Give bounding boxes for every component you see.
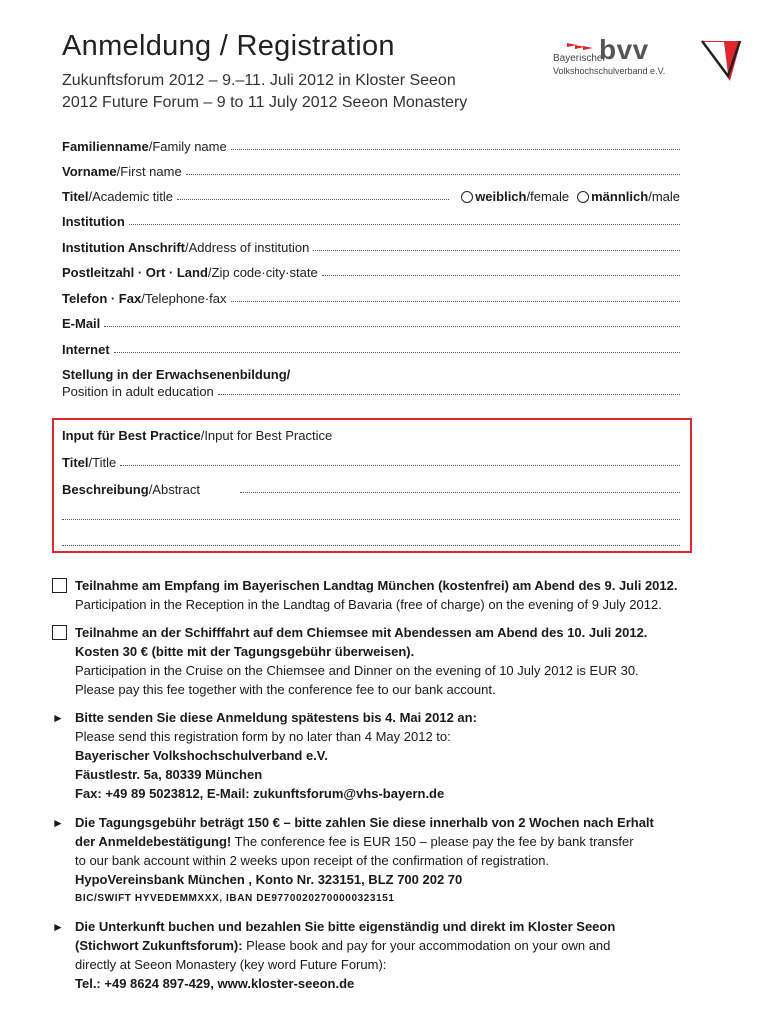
bullet-arrow-icon: ► bbox=[52, 816, 64, 830]
subtitle-german: Zukunftsforum 2012 – 9.–11. Juli 2012 in Kloster Seeon bbox=[62, 72, 456, 89]
accommodation-contact: Tel.: +49 8624 897-429, www.kloster-seeon.de bbox=[75, 976, 355, 991]
family-name-field[interactable] bbox=[62, 136, 680, 154]
abstract-sublabel: /Abstract bbox=[148, 482, 200, 497]
cruise-text bbox=[75, 623, 725, 699]
practice-title-label: Titel bbox=[62, 455, 89, 470]
input-line[interactable] bbox=[129, 223, 680, 225]
input-line[interactable] bbox=[114, 351, 680, 353]
accommodation-keyword: (Stichwort Zukunftsforum): bbox=[75, 938, 243, 953]
cruise-payment-en: Please pay this fee together with the conference fee to our bank account. bbox=[75, 682, 496, 697]
academic-title-field[interactable] bbox=[62, 186, 680, 204]
page-title: Anmeldung / Registration bbox=[62, 30, 395, 62]
send-deadline-de: Bitte senden Sie diese Anmeldung spätestens bis 4. Mai 2012 an: bbox=[75, 710, 477, 725]
zip-city-sublabel: /Zip code·city·state bbox=[207, 265, 318, 280]
position-sublabel: Position in adult education bbox=[62, 384, 214, 399]
logo-text-association: Volkshochschulverband e.V. bbox=[553, 66, 666, 76]
abstract-line-2[interactable] bbox=[62, 506, 680, 524]
first-name-field[interactable] bbox=[62, 161, 680, 179]
reception-text-de: Teilnahme am Empfang im Bayerischen Landtag München (kostenfrei) am Abend des 9. Juli 2012. bbox=[75, 578, 678, 593]
cruise-checkbox[interactable] bbox=[52, 625, 67, 640]
position-label-row bbox=[62, 364, 680, 382]
bvv-logo bbox=[553, 34, 668, 80]
internet-label: Internet bbox=[62, 342, 110, 357]
female-sublabel: /female bbox=[526, 189, 570, 204]
input-line[interactable] bbox=[218, 393, 680, 395]
zip-city-label: Postleitzahl · Ort · Land bbox=[62, 265, 208, 280]
accommodation-text-de: Die Unterkunft buchen und bezahlen Sie bitte eigenständig und direkt im Kloster Seeon bbox=[75, 919, 616, 934]
input-line[interactable] bbox=[62, 544, 680, 546]
academic-title-sublabel: /Academic title bbox=[88, 189, 174, 204]
position-field[interactable] bbox=[62, 381, 680, 399]
fee-note bbox=[75, 813, 725, 908]
first-name-sublabel: /First name bbox=[116, 164, 182, 179]
institution-field[interactable] bbox=[62, 211, 680, 229]
best-practice-heading bbox=[62, 425, 680, 443]
institution-address-label: Institution Anschrift bbox=[62, 240, 186, 255]
subtitle-english: 2012 Future Forum – 9 to 11 July 2012 Seeon Monastery bbox=[62, 94, 468, 111]
red-v-logo-icon bbox=[700, 38, 742, 82]
institution-label: Institution bbox=[62, 214, 125, 229]
input-line[interactable] bbox=[120, 464, 680, 466]
send-deadline-en: Please send this registration form by no later than 4 May 2012 to: bbox=[75, 729, 451, 744]
institution-address-field[interactable] bbox=[62, 237, 680, 255]
male-radio[interactable] bbox=[577, 191, 589, 203]
female-label: weiblich bbox=[475, 189, 527, 204]
email-label: E-Mail bbox=[62, 316, 101, 331]
cruise-cost-de: Kosten 30 € (bitte mit der Tagungsgebühr überweisen). bbox=[75, 644, 415, 659]
bank-iban: BIC/SWIFT HYVEDEMMXXX, IBAN DE97700202700000323151 bbox=[75, 893, 395, 904]
abstract-line-3[interactable] bbox=[62, 532, 680, 550]
input-line[interactable] bbox=[186, 173, 680, 175]
abstract-field[interactable] bbox=[62, 479, 680, 497]
female-radio[interactable] bbox=[461, 191, 473, 203]
input-line[interactable] bbox=[231, 148, 680, 150]
fee-text-en-2: to our bank account within 2 weeks upon receipt of the confirmation of registration. bbox=[75, 853, 550, 868]
bank-account: HypoVereinsbank München , Konto Nr. 323151, BLZ 700 202 70 bbox=[75, 872, 463, 887]
first-name-label: Vorname bbox=[62, 164, 117, 179]
phone-fax-field[interactable] bbox=[62, 288, 680, 306]
internet-field[interactable] bbox=[62, 339, 680, 357]
fee-text-de: Die Tagungsgebühr beträgt 150 € – bitte zahlen Sie diese innerhalb von 2 Wochen nach Erhalt bbox=[75, 815, 654, 830]
cruise-text-de: Teilnahme an der Schifffahrt auf dem Chiemsee mit Abendessen am Abend des 10. Juli 2012. bbox=[75, 625, 648, 640]
reception-text bbox=[75, 576, 725, 614]
send-note bbox=[75, 708, 725, 803]
input-line[interactable] bbox=[322, 274, 680, 276]
best-practice-heading-label: Input für Best Practice bbox=[62, 428, 201, 443]
practice-title-sublabel: /Title bbox=[88, 455, 117, 470]
accommodation-text-en-2: directly at Seeon Monastery (key word Future Forum): bbox=[75, 957, 387, 972]
practice-title-field[interactable] bbox=[62, 452, 680, 470]
input-line[interactable] bbox=[313, 249, 680, 251]
bullet-arrow-icon: ► bbox=[52, 920, 64, 934]
send-address-name: Bayerischer Volkshochschulverband e.V. bbox=[75, 748, 328, 763]
reception-text-en: Participation in the Reception in the Landtag of Bavaria (free of charge) on the evening of 9 July 2012. bbox=[75, 597, 662, 612]
input-line[interactable] bbox=[177, 198, 449, 200]
input-line[interactable] bbox=[104, 325, 680, 327]
accommodation-note bbox=[75, 917, 725, 993]
male-sublabel: /male bbox=[648, 189, 680, 204]
gender-options bbox=[461, 189, 680, 204]
logo-brand: bvv bbox=[599, 34, 649, 65]
academic-title-label: Titel bbox=[62, 189, 89, 204]
family-name-sublabel: /Family name bbox=[148, 139, 227, 154]
best-practice-heading-sublabel: /Input for Best Practice bbox=[200, 428, 333, 443]
institution-address-sublabel: /Address of institution bbox=[185, 240, 310, 255]
phone-fax-label: Telefon · Fax bbox=[62, 291, 142, 306]
position-label: Stellung in der Erwachsenenbildung/ bbox=[62, 367, 291, 382]
fee-confirmation-de: der Anmeldebestätigung! bbox=[75, 834, 232, 849]
cruise-text-en: Participation in the Cruise on the Chiemsee and Dinner on the evening of 10 July 2012 is EUR 30. bbox=[75, 663, 639, 678]
input-line[interactable] bbox=[231, 300, 681, 302]
accommodation-text-en: Please book and pay for your accommodation on your own and bbox=[242, 938, 611, 953]
logo-text-bayerischer: Bayerischer bbox=[553, 53, 606, 64]
reception-checkbox[interactable] bbox=[52, 578, 67, 593]
phone-fax-sublabel: /Telephone·fax bbox=[141, 291, 227, 306]
abstract-label: Beschreibung bbox=[62, 482, 149, 497]
family-name-label: Familienname bbox=[62, 139, 149, 154]
zip-city-field[interactable] bbox=[62, 262, 680, 280]
email-field[interactable] bbox=[62, 313, 680, 331]
send-address-street: Fäustlestr. 5a, 80339 München bbox=[75, 767, 263, 782]
input-line[interactable] bbox=[62, 518, 680, 520]
fee-text-en: The conference fee is EUR 150 – please pay the fee by bank transfer bbox=[231, 834, 634, 849]
input-line[interactable] bbox=[240, 491, 680, 493]
bullet-arrow-icon: ► bbox=[52, 711, 64, 725]
send-contact: Fax: +49 89 5023812, E-Mail: zukunftsforum@vhs-bayern.de bbox=[75, 786, 445, 801]
pennant-flag-icon bbox=[567, 42, 595, 52]
male-label: männlich bbox=[591, 189, 649, 204]
